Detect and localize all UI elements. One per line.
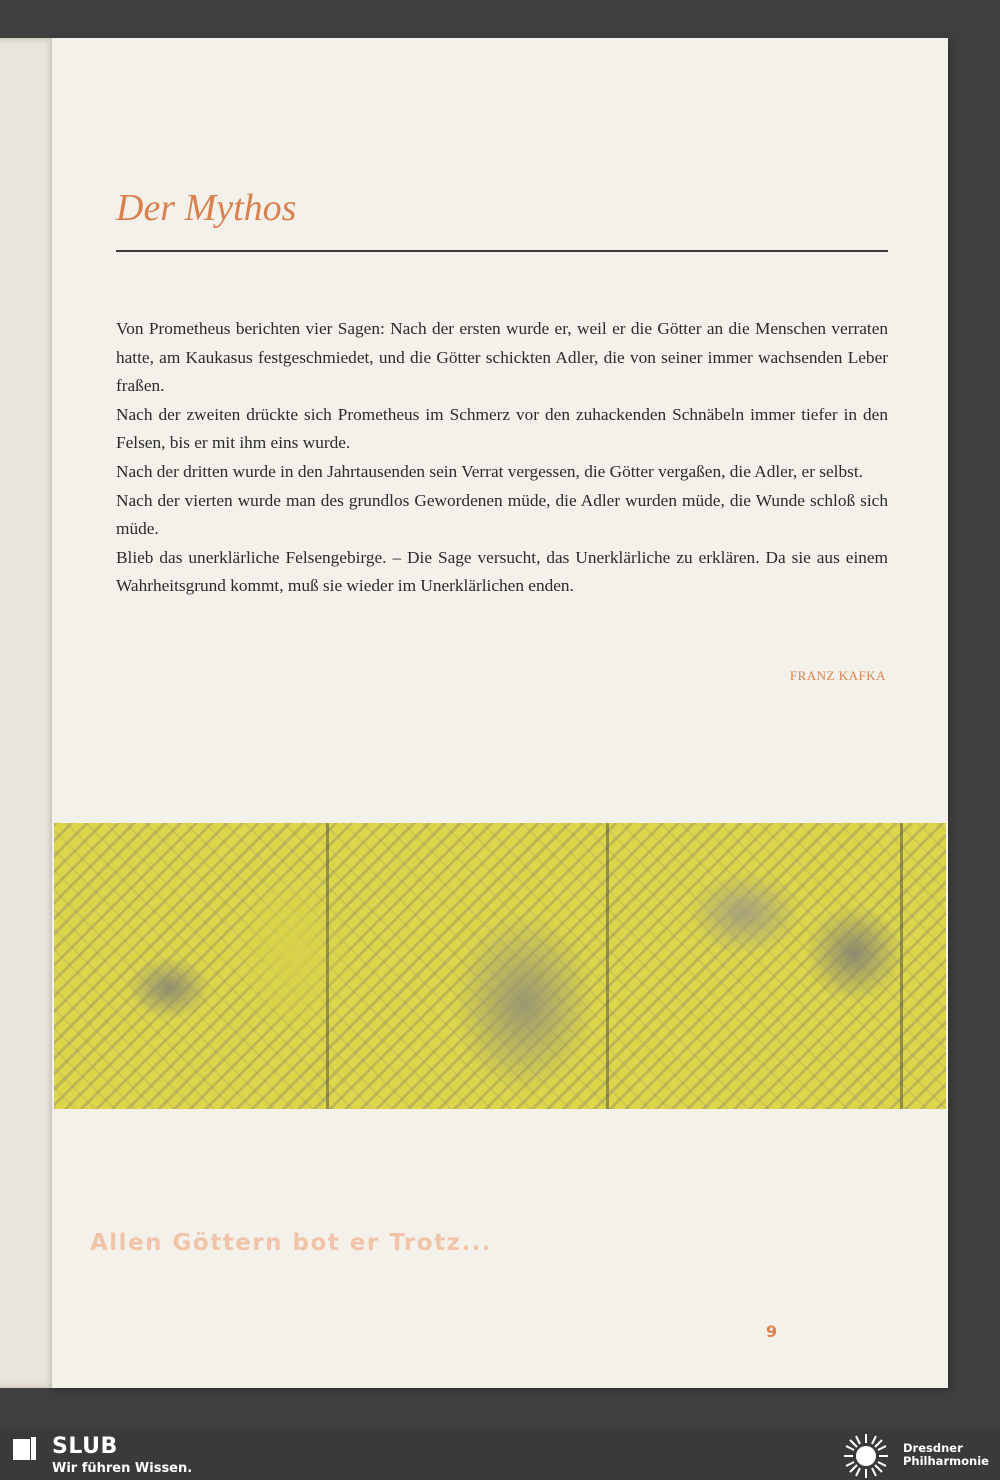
- partner-name: [903, 1442, 989, 1468]
- section-subtitle: Allen Göttern bot er Trotz...: [90, 1230, 493, 1256]
- paragraph: Von Prometheus berichten vier Sagen: Nach der ersten wurde er, weil er die Götter an die Menschen verraten hatte, am Kaukasus festgeschmiedet, und die Götter schickten Adler, die von seiner immer wachsenden Leber fraßen.: [116, 319, 888, 396]
- paragraph: Nach der zweiten drückte sich Prometheus im Schmerz vor den zuhackenden Schnäbeln immer tiefer in den Felsen, bis er mit ihm eins wurde.: [116, 404, 888, 453]
- relief-image: [54, 823, 946, 1109]
- philharmonie-logo-icon: [842, 1432, 890, 1480]
- body-text: [116, 315, 888, 601]
- left-page-edge: [0, 38, 58, 1388]
- partner-name-line2: Philharmonie: [903, 1454, 989, 1468]
- partner-name-line1: Dresdner: [903, 1441, 963, 1455]
- page-title: Der Mythos: [116, 187, 297, 229]
- paragraph: Nach der dritten wurde in den Jahrtausenden sein Verrat vergessen, die Götter vergaßen, die Adler, er selbst.: [116, 461, 863, 481]
- slub-logo-icon: [12, 1436, 38, 1462]
- document-page: [52, 38, 948, 1388]
- relief-seam: [326, 823, 329, 1109]
- relief-seam: [606, 823, 609, 1109]
- footer-bar: [0, 1428, 1000, 1480]
- page-number: 9: [766, 1322, 778, 1341]
- paragraph: Nach der vierten wurde man des grundlos Gewordenen müde, die Adler wurden müde, die Wunde schloß sich müde.: [116, 490, 888, 539]
- library-tagline: Wir führen Wissen.: [52, 1461, 193, 1476]
- relief-seam: [900, 823, 903, 1109]
- paragraph: Blieb das unerklärliche Felsengebirge. – Die Sage versucht, das Unerklärliche zu erklären. Da sie aus einem Wahrheitsgrund kommt, muß sie wieder im Unerklärlichen enden.: [116, 547, 888, 596]
- title-divider: [116, 250, 888, 252]
- library-name: SLUB: [52, 1434, 118, 1459]
- author-credit: FRANZ KAFKA: [789, 668, 886, 683]
